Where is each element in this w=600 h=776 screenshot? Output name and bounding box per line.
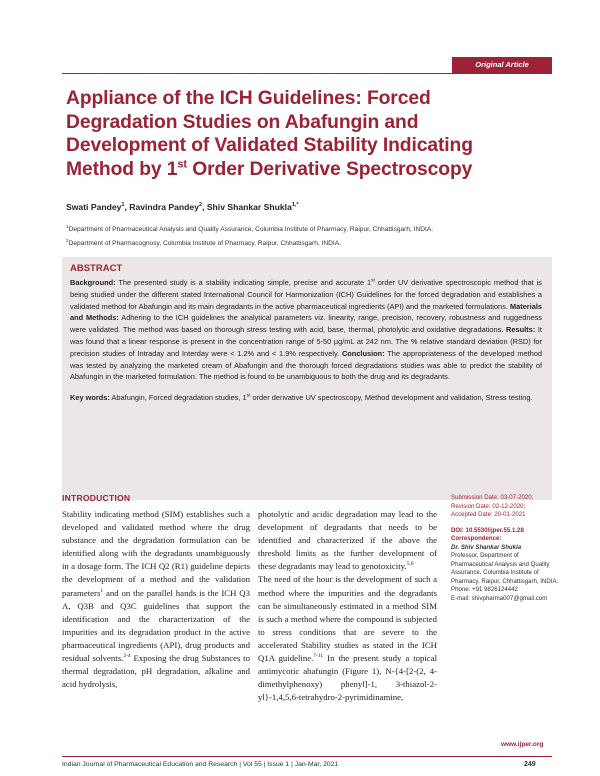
author-1: Swati Pandey <box>66 202 122 212</box>
author-2-sup: 2 <box>198 202 203 209</box>
correspondent-phone: Phone: +91 9826124442 <box>451 586 518 593</box>
title-superscript: st <box>177 158 187 171</box>
doi-text: DOI: 10.5530/ijper.55.1.28 <box>451 526 524 534</box>
intro-col1-text-c: Exposing the drug Substances to thermal degradation, pH degradation, alkaline and acid hydrolysis, <box>62 653 250 690</box>
article-title <box>66 87 541 181</box>
intro-paragraph-1 <box>62 508 250 691</box>
author-list: Swati Pandey$^1$, Ravindra Pandey$^2$, Shiv Shankar Shukla$^{1,*}$ <box>66 202 299 212</box>
intro-col2-sup-2: 7-11 <box>313 653 324 660</box>
results-label: Results: <box>506 325 536 335</box>
intro-col2-text-c: In the present study a topical antimycotic abafungin (Figure 1), N-{4-[2-(2, 4-dimethylphenoxy) phenyl]-1, 3-thiazol-2-yl}-1,4,5,6-tetrahydro-2-pyrimidinamine, <box>258 653 438 703</box>
abstract-box <box>62 257 552 500</box>
intro-col1-text-a: Stability indicating method (SIM) establishes such a developed and validated method where the drug substance and the degradation formulation can be identified along with the degradants unambiguously in a dosage form. The ICH Q2 (R1) guideline depicts the development of a method and the validation parameters <box>62 509 250 598</box>
title-part-2: Order Derivative Spectroscopy <box>186 158 473 180</box>
intro-col1-text-b: and on the parallel hands is the ICH Q3 A, Q3B and Q3C guidelines that support the identification and the characterization of the impurities and its degradation product in the active pharmaceutical ingredients (API), drug products and residual solvents. <box>62 587 250 664</box>
affiliation-2-text: Department of Pharmacognosy, Columbia Institute of Pharmacy, Raipur, Chhattisgarh, INDIA. <box>68 240 341 248</box>
author-3: Shiv Shankar Shukla <box>206 202 292 212</box>
intro-column-1 <box>62 508 250 691</box>
conclusion-label: Conclusion: <box>341 348 385 358</box>
affiliation-1-text: Department of Pharmaceutical Analysis and Quality Assurance, Columbia Institute of Pharmacy, Raipur, Chhattisgarh, INDIA. <box>68 226 434 234</box>
accepted-date: Accepted Date: 20-01-2021 <box>451 511 526 518</box>
intro-paragraph-3 <box>258 573 437 704</box>
doi[interactable] <box>451 527 561 536</box>
intro-col1-sup-1: 1 <box>100 587 104 594</box>
intro-col2-text-a: photolytic and acidic degradation may lead to the development of degradants that needs to be identified and characterized if the above the threshold limits as the further development of these degradants may lead to genotoxicity. <box>258 509 437 572</box>
correspondent-email[interactable]: E-mail: shivpharma007@gmail.com <box>451 594 548 602</box>
background-text-2: order UV derivative spectroscopic method that is being studied under the different stated International Council for Harmonization (ICH) Guidelines for the forced degradation and establishes a validated method for Abafungin and its main degradants in the active pharmaceutical ingredients (API) and the marketed formulations. <box>70 278 542 311</box>
methods-text: Adhering to the ICH guidelines the analytical parameters viz. linearity, range, precision, recovery, robustness and ruggedness were validated. The method was based on thorough stress testing with acid, base, thermal, photolytic and oxidative degradations. <box>70 313 542 335</box>
results-text: It was found that a linear response is present in the concentration range of 5-50 µg/mL at 242 nm. The % relative standard deviation (RSD) for precision studies of Intraday and Interday were < 1.2% and < 1.9% respectively. <box>70 325 542 358</box>
correspondence-label-text: Correspondence: <box>451 535 502 542</box>
affiliation-2 <box>66 235 546 249</box>
author-1-sup: 1 <box>121 202 125 209</box>
introduction-heading: INTRODUCTION <box>62 493 131 503</box>
background-label: Background: <box>70 278 116 287</box>
keywords-text-2: order derivative UV spectroscopy, Method development and validation, Stress testing. <box>250 393 533 403</box>
journal-footer: Indian Journal of Pharmaceutical Education and Research | Vol 55 | Issue 1 | Jan-Mar, 2021 <box>62 761 339 768</box>
intro-col2-sup-1: 5,6 <box>406 561 414 568</box>
intro-col1-sup-2: 2-4 <box>123 653 131 660</box>
footer-divider <box>62 756 552 757</box>
conclusion-text: The appropriateness of the developed method was tested by analyzing the marketed cream of Abafungin and the thorough forced degradations studies was able to predict the stability of Abafungin in the marketed formulation. The method is found to be unambiguous to both the drug and its degradants. <box>70 348 542 382</box>
intro-paragraph-2 <box>258 508 437 573</box>
article-type-badge: Original Article <box>452 57 552 73</box>
keywords-sup: st <box>246 393 251 399</box>
affiliation-1 <box>66 221 546 235</box>
background-sup: st <box>371 278 375 284</box>
intro-col2-text-b: The need of the hour is the development of such a method where the impurities and the degradants can be simultaneously estimated in a method SIM is such a method where the compound is subjected to stress conditions that are severe to the accelerated Stability studies as stated in the ICH Q1A guideline. <box>258 574 437 664</box>
correspondent-name-text: Dr. Shiv Shankar Shukla <box>451 543 522 551</box>
author-3-sup: 1,* <box>291 202 299 209</box>
keywords-text-1: Abafungin, Forced degradation studies, 1 <box>109 393 247 403</box>
affiliation-1-sup: 1 <box>66 224 69 229</box>
keywords <box>70 392 542 404</box>
title-part-1: Appliance of the ICH Guidelines: Forced Degradation Studies on Abafungin and Development of Validated Stability Indicating Method by 1 <box>66 88 473 180</box>
revision-date: Revision Date: 02-12-2020; <box>451 502 526 510</box>
intro-column-2 <box>258 508 437 704</box>
abstract-body <box>70 277 542 383</box>
methods-label: Materials and Methods: <box>70 301 542 323</box>
journal-website-link[interactable]: www.ijper.org <box>501 741 544 748</box>
background-text-1: The presented study is a stability indicating simple, precise and accurate 1 <box>115 278 372 287</box>
correspondence-label <box>451 535 561 544</box>
affiliations <box>66 221 546 249</box>
correspondent-address: Professor, Department of Pharmaceutical Analysis and Quality Assurance, Columbia Institute of Pharmacy, Raipur, Chhattisgarh, INDIA. <box>451 552 559 585</box>
correspondent-name <box>451 544 561 553</box>
article-metadata <box>451 494 561 603</box>
header-divider <box>62 73 552 74</box>
abstract-heading: ABSTRACT <box>70 263 123 274</box>
keywords-label: Key words: <box>70 393 110 403</box>
author-2: Ravindra Pandey <box>129 202 199 212</box>
page-number: 249 <box>524 761 536 768</box>
submission-date: Submission Date: 03-07-2020; <box>451 494 534 501</box>
affiliation-2-sup: 2 <box>66 238 69 244</box>
